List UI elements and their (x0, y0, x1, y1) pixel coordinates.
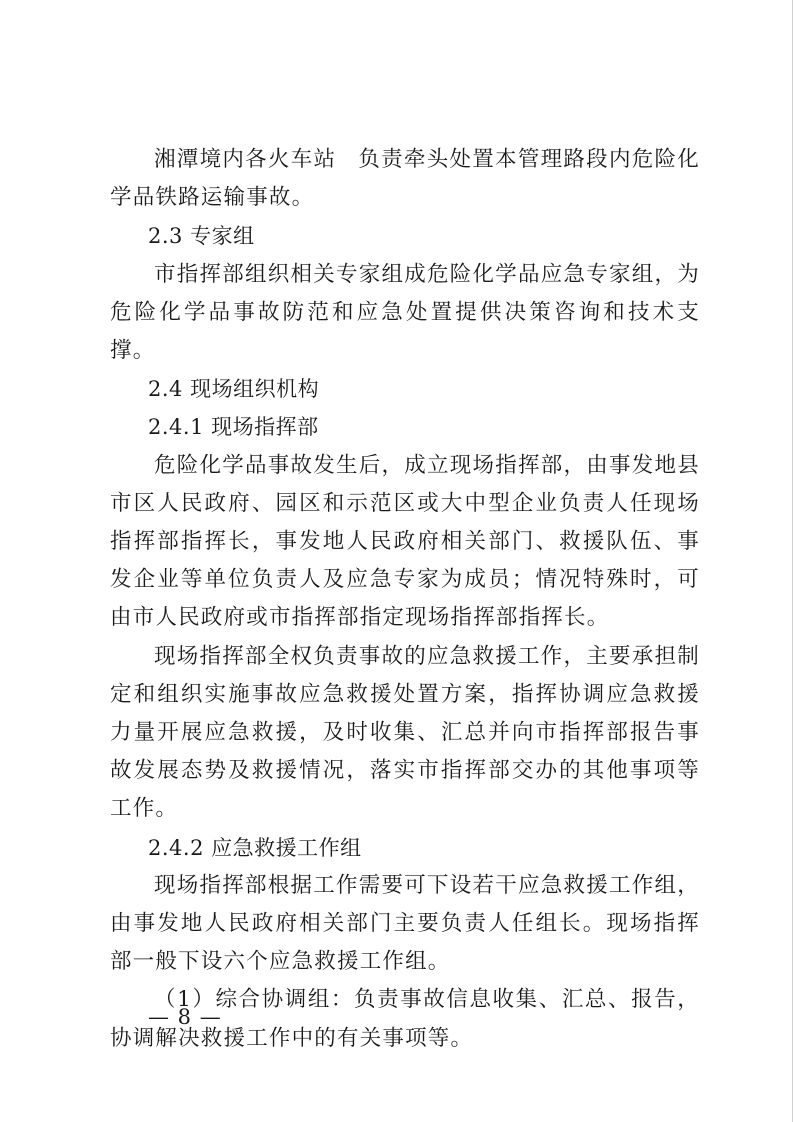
station-row (110, 141, 700, 217)
paragraph-coordination-group: （1）综合协调组：负责事故信息收集、汇总、报告，协调解决救援工作中的有关事项等。 (110, 987, 700, 1051)
section-heading-2-3: 2.3 专家组 (148, 224, 255, 249)
section-heading-2-4: 2.4 现场组织机构 (148, 377, 320, 402)
document-body (110, 141, 700, 1058)
station-name: 湘潭境内各火车站 (154, 147, 337, 172)
paragraph-expert-group: 市指挥部组织相关专家组成危险化学品应急专家组，为危险化学品事故防范和应急处置提供决策咨询和技术支撑。 (110, 261, 700, 364)
station-duty: 负责牵头处置本管理路段内危险化学品铁路运输事故。 (110, 147, 700, 211)
paragraph-rescue-groups: 现场指挥部根据工作需要可下设若干应急救援工作组，由事发地人民政府相关部门主要负责人任组长。现场指挥部一般下设六个应急救援工作组。 (110, 872, 700, 975)
section-heading-2-4-1: 2.4.1 现场指挥部 (148, 415, 319, 440)
page-number: — 8 — (148, 1005, 222, 1029)
section-heading-2-4-2: 2.4.2 应急救援工作组 (148, 835, 362, 860)
paragraph-onsite-command-duties: 现场指挥部全权负责事故的应急救援工作，主要承担制定和组织实施事故应急救援处置方案，指挥协调应急救援力量开展应急救援，及时收集、汇总并向市指挥部报告事故发展态势及救援情况，落实市指挥部交办的其他事项等工作。 (110, 643, 700, 822)
paragraph-onsite-command-setup: 危险化学品事故发生后，成立现场指挥部，由事发地县市区人民政府、园区和示范区或大中型企业负责人任现场指挥部指挥长，事发地人民政府相关部门、救援队伍、事发企业等单位负责人及应急专家为成员；情况特殊时，可由市人民政府或市指挥部指定现场指挥部指挥长。 (110, 452, 700, 631)
